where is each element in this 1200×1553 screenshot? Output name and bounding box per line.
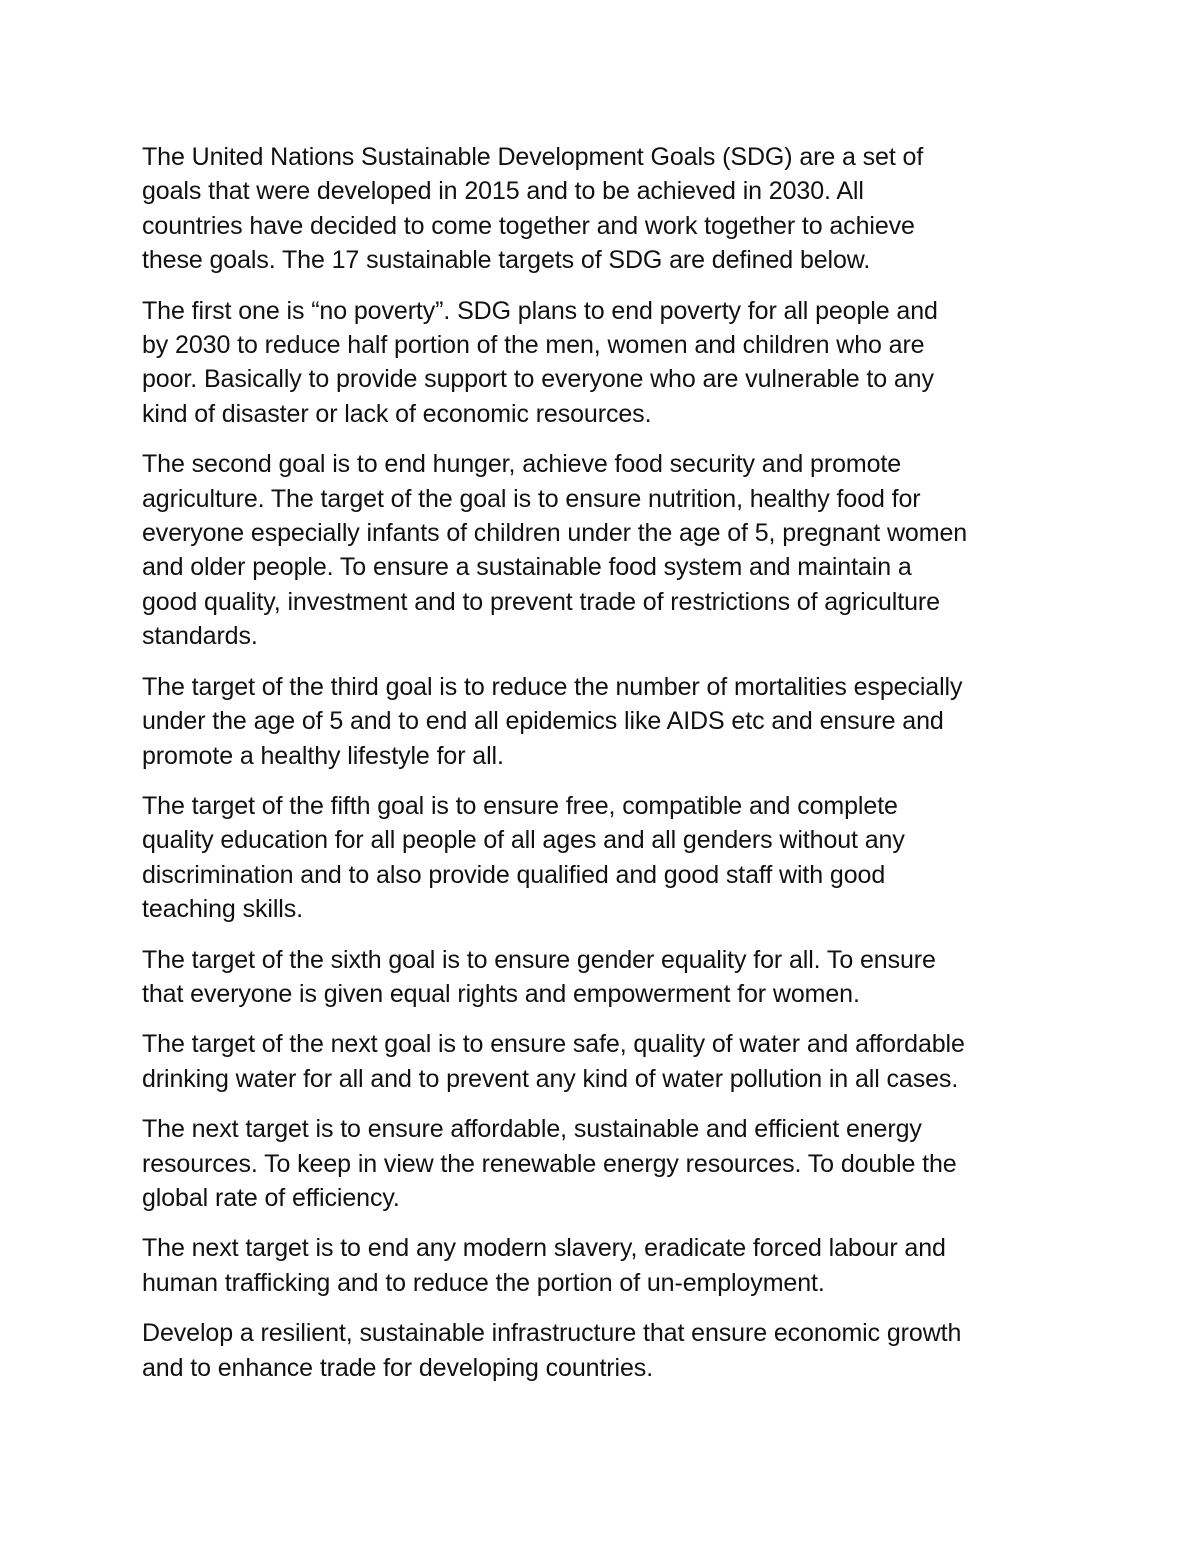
paragraph-zero-hunger xyxy=(142,447,1062,653)
text-line: and older people. To ensure a sustainable food system and maintain a xyxy=(142,553,912,582)
text-line: teaching skills. xyxy=(142,895,303,924)
paragraph-clean-water xyxy=(142,1027,1062,1096)
text-line: that everyone is given equal rights and empowerment for women. xyxy=(142,979,860,1008)
paragraph-quality-education xyxy=(142,789,1062,927)
text-line: quality education for all people of all ages and all genders without any xyxy=(142,826,905,855)
text-line: global rate of efficiency. xyxy=(142,1183,400,1212)
document-body xyxy=(142,140,1062,1401)
text-line: The target of the third goal is to reduce the number of mortalities especially xyxy=(142,672,963,701)
paragraph-decent-work xyxy=(142,1231,1062,1300)
text-line: The target of the sixth goal is to ensure gender equality for all. To ensure xyxy=(142,945,936,974)
text-line: resources. To keep in view the renewable energy resources. To double the xyxy=(142,1149,957,1178)
text-line: Develop a resilient, sustainable infrastructure that ensure economic growth xyxy=(142,1319,962,1348)
text-line: The target of the fifth goal is to ensure free, compatible and complete xyxy=(142,791,898,820)
paragraph-good-health xyxy=(142,670,1062,773)
paragraph-clean-energy xyxy=(142,1112,1062,1215)
text-line: and to enhance trade for developing countries. xyxy=(142,1353,654,1382)
text-line: agriculture. The target of the goal is to ensure nutrition, healthy food for xyxy=(142,484,921,513)
paragraph-no-poverty xyxy=(142,294,1062,432)
text-line: by 2030 to reduce half portion of the men, women and children who are xyxy=(142,331,925,360)
text-line: The next target is to ensure affordable, sustainable and efficient energy xyxy=(142,1115,922,1144)
text-line: The first one is “no poverty”. SDG plans to end poverty for all people and xyxy=(142,296,938,325)
text-line: these goals. The 17 sustainable targets of SDG are defined below. xyxy=(142,246,871,275)
text-line: under the age of 5 and to end all epidemics like AIDS etc and ensure and xyxy=(142,707,944,736)
text-line: discrimination and to also provide qualified and good staff with good xyxy=(142,860,886,889)
text-line: poor. Basically to provide support to everyone who are vulnerable to any xyxy=(142,365,934,394)
text-line: The United Nations Sustainable Development Goals (SDG) are a set of xyxy=(142,143,924,171)
text-line: countries have decided to come together and work together to achieve xyxy=(142,211,915,240)
text-line: human trafficking and to reduce the portion of un-employment. xyxy=(142,1268,825,1297)
text-line: goals that were developed in 2015 and to be achieved in 2030. All xyxy=(142,177,864,206)
text-line: The next target is to end any modern slavery, eradicate forced labour and xyxy=(142,1234,946,1263)
text-line: standards. xyxy=(142,622,258,651)
text-line: drinking water for all and to prevent any kind of water pollution in all cases. xyxy=(142,1064,959,1093)
text-line: kind of disaster or lack of economic resources. xyxy=(142,399,652,428)
text-line: promote a healthy lifestyle for all. xyxy=(142,741,504,770)
text-line: The second goal is to end hunger, achieve food security and promote xyxy=(142,450,902,479)
paragraph-intro xyxy=(142,140,1062,278)
paragraph-infrastructure xyxy=(142,1316,1062,1385)
paragraph-gender-equality xyxy=(142,943,1062,1012)
text-line: good quality, investment and to prevent trade of restrictions of agriculture xyxy=(142,587,940,616)
text-line: The target of the next goal is to ensure safe, quality of water and affordable xyxy=(142,1030,965,1059)
text-line: everyone especially infants of children under the age of 5, pregnant women xyxy=(142,519,968,548)
